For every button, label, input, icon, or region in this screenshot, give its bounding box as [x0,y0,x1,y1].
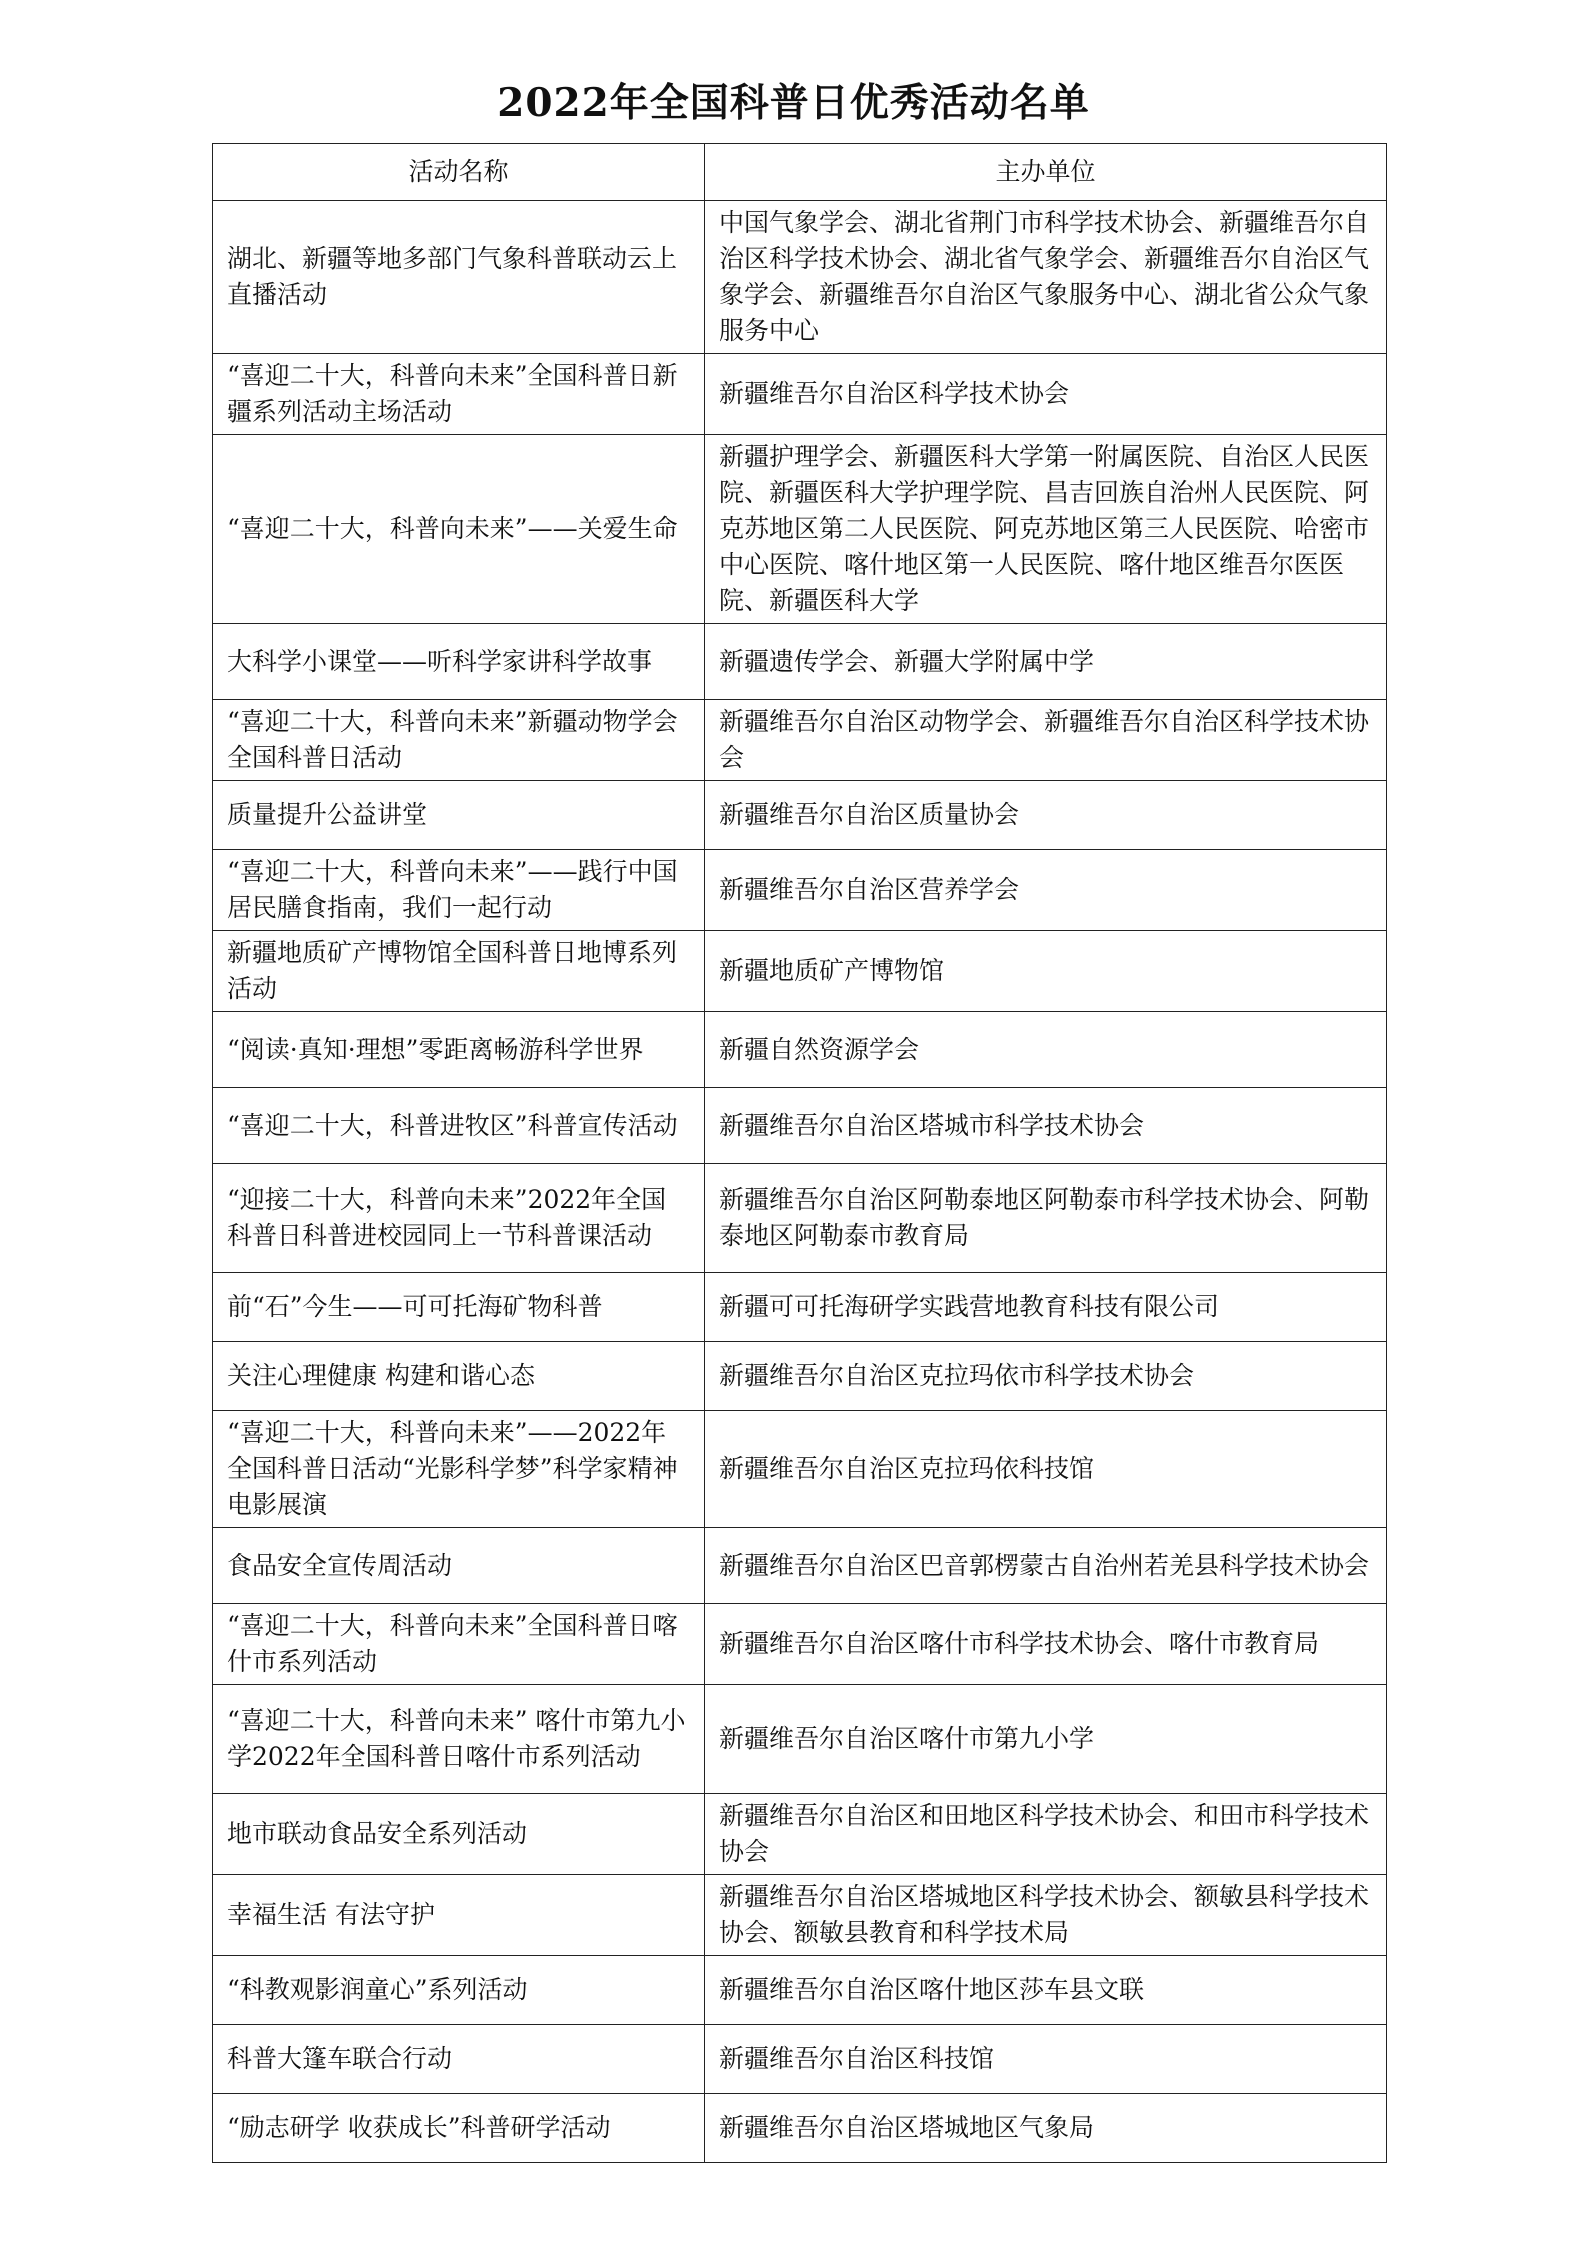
activity-name-cell: 地市联动食品安全系列活动 [213,1794,705,1875]
activity-name-cell: “喜迎二十大，科普进牧区”科普宣传活动 [213,1088,705,1164]
activity-name-cell: “喜迎二十大，科普向未来”全国科普日喀什市系列活动 [213,1604,705,1685]
page-title: 2022年全国科普日优秀活动名单 [497,80,1090,126]
activity-name-cell: “喜迎二十大，科普向未来”全国科普日新疆系列活动主场活动 [213,354,705,435]
organizer-cell: 新疆维吾尔自治区科学技术协会 [705,354,1387,435]
organizer-cell: 新疆维吾尔自治区科技馆 [705,2025,1387,2094]
organizer-cell: 新疆护理学会、新疆医科大学第一附属医院、自治区人民医院、新疆医科大学护理学院、昌吉回族自治州人民医院、阿克苏地区第二人民医院、阿克苏地区第三人民医院、哈密市中心医院、喀什地区第一人民医院、喀什地区维吾尔医医院、新疆医科大学 [705,435,1387,624]
activity-name-cell: 前“石”今生——可可托海矿物科普 [213,1273,705,1342]
table-body [213,201,1387,2163]
activity-name-cell: “喜迎二十大，科普向未来”——2022年全国科普日活动“光影科学梦”科学家精神电影展演 [213,1411,705,1528]
organizer-cell: 新疆维吾尔自治区克拉玛依市科学技术协会 [705,1342,1387,1411]
activity-name-cell: 幸福生活 有法守护 [213,1875,705,1956]
activity-name-cell: “喜迎二十大，科普向未来”——践行中国居民膳食指南，我们一起行动 [213,850,705,931]
table-row [213,1875,1387,1956]
table-row [213,781,1387,850]
table-row [213,1604,1387,1685]
activity-name-cell: “阅读·真知·理想”零距离畅游科学世界 [213,1012,705,1088]
table-row [213,2025,1387,2094]
table-row [213,2094,1387,2163]
organizer-cell: 新疆维吾尔自治区巴音郭楞蒙古自治州若羌县科学技术协会 [705,1528,1387,1604]
organizer-cell: 新疆维吾尔自治区喀什市科学技术协会、喀什市教育局 [705,1604,1387,1685]
activity-name-cell: “喜迎二十大，科普向未来”新疆动物学会全国科普日活动 [213,700,705,781]
table-row [213,700,1387,781]
organizer-cell: 新疆维吾尔自治区营养学会 [705,850,1387,931]
table-row [213,435,1387,624]
table-row [213,1956,1387,2025]
table-row [213,1528,1387,1604]
table-row [213,624,1387,700]
activity-name-cell: 湖北、新疆等地多部门气象科普联动云上直播活动 [213,201,705,354]
organizer-cell: 中国气象学会、湖北省荆门市科学技术协会、新疆维吾尔自治区科学技术协会、湖北省气象学会、新疆维吾尔自治区气象学会、新疆维吾尔自治区气象服务中心、湖北省公众气象服务中心 [705,201,1387,354]
activity-name-cell: “励志研学 收获成长”科普研学活动 [213,2094,705,2163]
activity-name-cell: 食品安全宣传周活动 [213,1528,705,1604]
organizer-cell: 新疆遗传学会、新疆大学附属中学 [705,624,1387,700]
organizer-cell: 新疆维吾尔自治区塔城地区气象局 [705,2094,1387,2163]
organizer-cell: 新疆维吾尔自治区质量协会 [705,781,1387,850]
activity-name-cell: “喜迎二十大，科普向未来”——关爱生命 [213,435,705,624]
table-row [213,354,1387,435]
organizer-cell: 新疆自然资源学会 [705,1012,1387,1088]
organizer-cell: 新疆维吾尔自治区动物学会、新疆维吾尔自治区科学技术协会 [705,700,1387,781]
activity-name-cell: “喜迎二十大，科普向未来” 喀什市第九小学2022年全国科普日喀什市系列活动 [213,1685,705,1794]
organizer-cell: 新疆维吾尔自治区和田地区科学技术协会、和田市科学技术协会 [705,1794,1387,1875]
table-row [213,201,1387,354]
activity-name-cell: 新疆地质矿产博物馆全国科普日地博系列活动 [213,931,705,1012]
table-row [213,1164,1387,1273]
organizer-cell: 新疆维吾尔自治区喀什市第九小学 [705,1685,1387,1794]
organizer-cell: 新疆可可托海研学实践营地教育科技有限公司 [705,1273,1387,1342]
table-row [213,1273,1387,1342]
table-row [213,1411,1387,1528]
table-row [213,1342,1387,1411]
organizer-cell: 新疆维吾尔自治区克拉玛依科技馆 [705,1411,1387,1528]
table-row [213,1685,1387,1794]
organizer-cell: 新疆地质矿产博物馆 [705,931,1387,1012]
header-organizer: 主办单位 [705,144,1387,201]
table-row [213,1012,1387,1088]
activity-name-cell: 质量提升公益讲堂 [213,781,705,850]
organizer-cell: 新疆维吾尔自治区塔城地区科学技术协会、额敏县科学技术协会、额敏县教育和科学技术局 [705,1875,1387,1956]
activity-name-cell: “迎接二十大，科普向未来”2022年全国科普日科普进校园同上一节科普课活动 [213,1164,705,1273]
activity-table [212,143,1387,2163]
activity-name-cell: “科教观影润童心”系列活动 [213,1956,705,2025]
organizer-cell: 新疆维吾尔自治区喀什地区莎车县文联 [705,1956,1387,2025]
table-row [213,850,1387,931]
table-header-row [213,144,1387,201]
activity-name-cell: 大科学小课堂——听科学家讲科学故事 [213,624,705,700]
header-activity-name: 活动名称 [213,144,705,201]
organizer-cell: 新疆维吾尔自治区塔城市科学技术协会 [705,1088,1387,1164]
table-row [213,1088,1387,1164]
activity-name-cell: 科普大篷车联合行动 [213,2025,705,2094]
organizer-cell: 新疆维吾尔自治区阿勒泰地区阿勒泰市科学技术协会、阿勒泰地区阿勒泰市教育局 [705,1164,1387,1273]
table-row [213,1794,1387,1875]
table-row [213,931,1387,1012]
activity-name-cell: 关注心理健康 构建和谐心态 [213,1342,705,1411]
